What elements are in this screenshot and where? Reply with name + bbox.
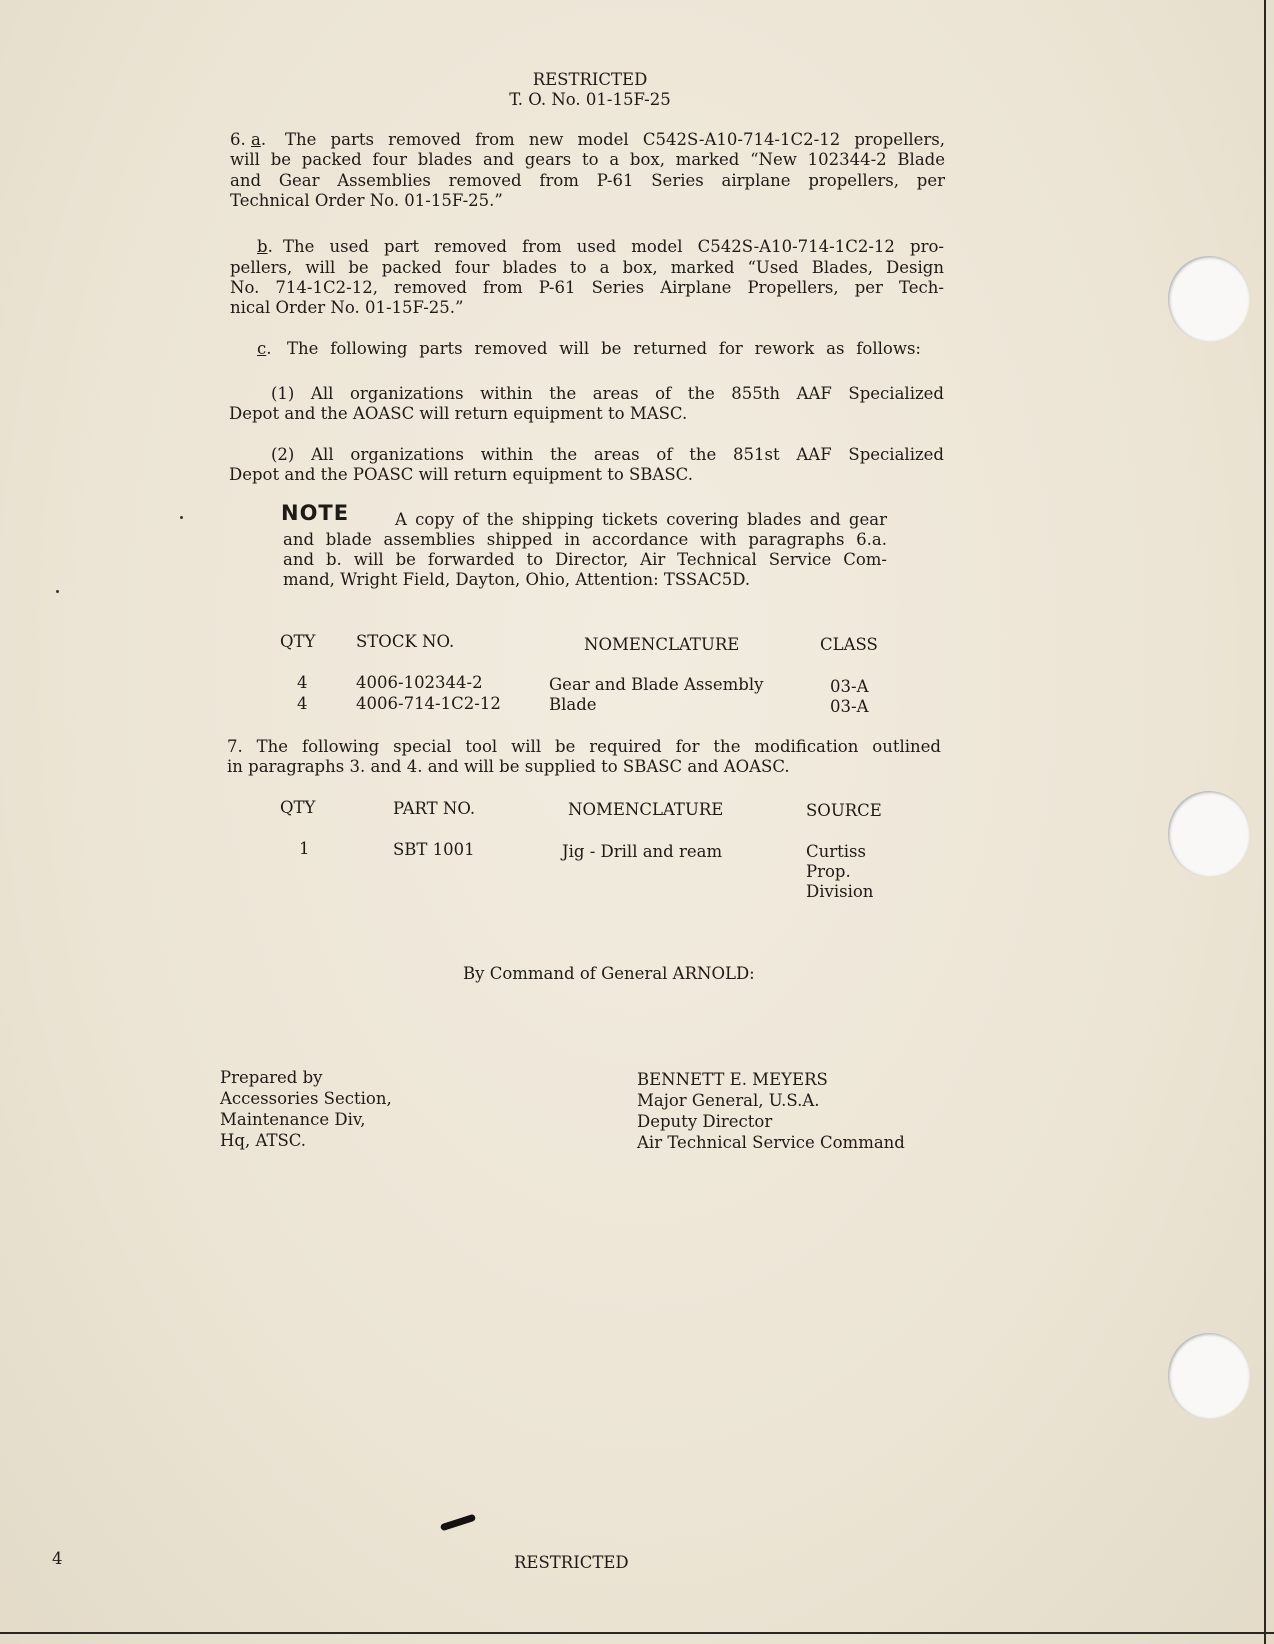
cell-qty: 4 <box>297 694 308 713</box>
note-line: and b. will be forwarded to Director, Air Technical Service Com- <box>283 550 887 569</box>
note-line: and blade assemblies shipped in accordance with paragraphs 6.a. <box>283 530 887 549</box>
paragraph-letter: c. <box>257 339 272 358</box>
paragraph-line: The parts removed from new model C542S-A10-714-1C2-12 propellers, <box>285 130 945 149</box>
paragraph-line: (2) All organizations within the areas of the 851st AAF Specialized <box>271 445 944 464</box>
paragraph-line: nical Order No. 01-15F-25.” <box>230 298 464 317</box>
signature-line: Deputy Director <box>637 1112 773 1131</box>
paragraph-line: and Gear Assemblies removed from P-61 Series airplane propellers, per <box>230 171 945 190</box>
speck <box>180 516 183 519</box>
punch-hole-bottom <box>1168 1333 1250 1419</box>
paragraph-line: Depot and the AOASC will return equipment to MASC. <box>229 404 688 423</box>
paragraph-line: pellers, will be packed four blades to a box, marked “Used Blades, Design <box>230 258 944 277</box>
cell-source: Prop. <box>806 862 851 881</box>
note-label: NOTE <box>281 501 350 525</box>
note-line: mand, Wright Field, Dayton, Ohio, Attention: TSSAC5D. <box>283 570 751 589</box>
cell-nomenclature: Jig - Drill and ream <box>562 842 723 861</box>
paragraph-line: Depot and the POASC will return equipment to SBASC. <box>229 465 693 484</box>
paragraph-line: will be packed four blades and gears to a box, marked “New 102344-2 Blade <box>230 150 945 169</box>
paragraph-number: 6. a. <box>230 130 267 149</box>
column-header-source: SOURCE <box>806 801 882 820</box>
paragraph-line: 7. The following special tool will be required for the modification outlined <box>227 737 941 756</box>
cell-source: Division <box>806 882 874 901</box>
cell-qty: 4 <box>297 673 308 692</box>
footer-classification: RESTRICTED <box>514 1553 629 1572</box>
ink-mark <box>440 1514 476 1532</box>
punch-hole-middle <box>1168 791 1250 877</box>
paragraph-line: Technical Order No. 01-15F-25.” <box>230 191 503 210</box>
column-header-nomenclature: NOMENCLATURE <box>584 635 740 654</box>
signature-line: Air Technical Service Command <box>637 1133 905 1152</box>
signature-line: Major General, U.S.A. <box>637 1091 820 1110</box>
paragraph-line: in paragraphs 3. and 4. and will be supplied to SBASC and AOASC. <box>227 757 790 776</box>
cell-stock-no: 4006-102344-2 <box>356 673 483 692</box>
column-header-qty: QTY <box>280 798 316 817</box>
column-header-qty: QTY <box>280 632 316 651</box>
cell-qty: 1 <box>299 839 310 858</box>
page-edge-right <box>1264 0 1266 1644</box>
prepared-line: Accessories Section, <box>220 1089 392 1108</box>
cell-part-no: SBT 1001 <box>393 840 475 859</box>
cell-class: 03-A <box>830 697 869 716</box>
punch-hole-top <box>1168 256 1250 342</box>
cell-class: 03-A <box>830 677 869 696</box>
paragraph-line: The used part removed from used model C542S-A10-714-1C2-12 pro- <box>283 237 944 256</box>
page-number: 4 <box>52 1549 63 1568</box>
column-header-class: CLASS <box>820 635 878 654</box>
paragraph-line: (1) All organizations within the areas of the 855th AAF Specialized <box>271 384 944 403</box>
page-edge-bottom <box>0 1632 1274 1634</box>
note-line: A copy of the shipping tickets covering blades and gear <box>395 510 887 529</box>
prepared-line: Prepared by <box>220 1068 323 1087</box>
speck <box>56 590 59 593</box>
signature-line: BENNETT E. MEYERS <box>637 1070 828 1089</box>
paragraph-line: No. 714-1C2-12, removed from P-61 Series Airplane Propellers, per Tech- <box>230 278 944 297</box>
prepared-line: Hq, ATSC. <box>220 1131 307 1150</box>
cell-nomenclature: Gear and Blade Assembly <box>549 675 764 694</box>
paragraph-line: The following parts removed will be returned for rework as follows: <box>287 339 921 358</box>
cell-stock-no: 4006-714-1C2-12 <box>356 694 501 713</box>
header-classification: RESTRICTED <box>532 70 648 89</box>
cell-source: Curtiss <box>806 842 866 861</box>
prepared-line: Maintenance Div, <box>220 1110 366 1129</box>
column-header-part-no: PART NO. <box>393 799 476 818</box>
paragraph-letter: b. <box>257 237 273 256</box>
cell-nomenclature: Blade <box>549 695 597 714</box>
column-header-stock-no: STOCK NO. <box>356 632 455 651</box>
header-order-number: T. O. No. 01-15F-25 <box>509 90 671 109</box>
column-header-nomenclature: NOMENCLATURE <box>568 800 724 819</box>
command-line: By Command of General ARNOLD: <box>463 964 755 983</box>
